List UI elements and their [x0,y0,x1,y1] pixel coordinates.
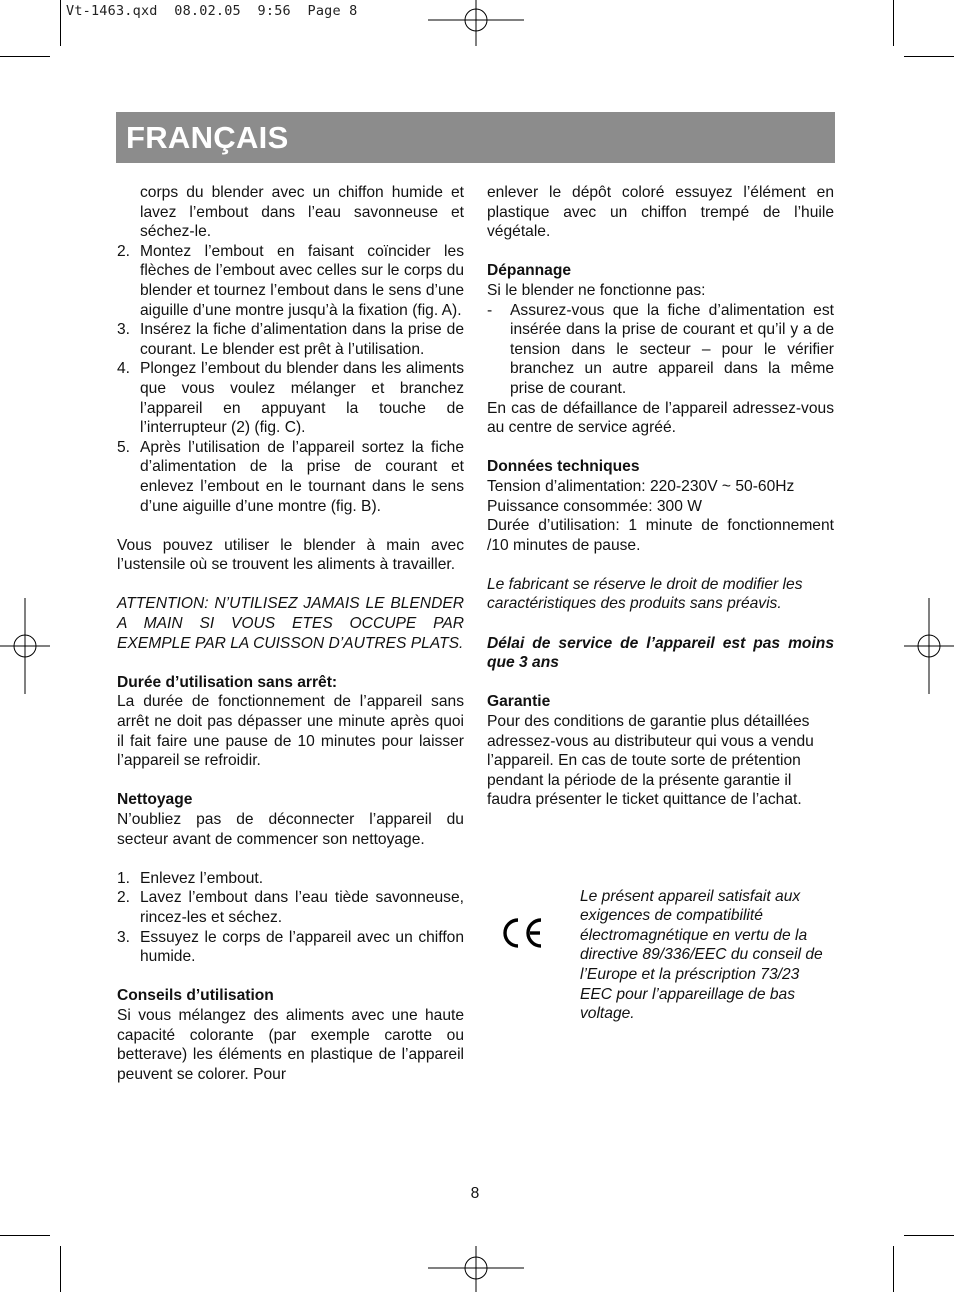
list-item-text: Après l’utilisation de l’appareil sortez la fiche d’alimentation de la prise de courant et enlevez l’embout en le tournant dans le sens d’une aiguille d’une montre (fig. B). [140,438,464,515]
registration-mark-bottom [428,1246,524,1292]
paragraph-depannage-outro: En cas de défaillance de l’appareil adressez-vous au centre de service agréé. [487,399,834,437]
list-item [117,242,464,320]
spec-power: Puissance consommée: 300 W [487,497,702,515]
list-item [117,320,464,359]
left-column [117,183,464,1084]
paragraph-garantie: Pour des conditions de garantie plus détaillées adressez-vous au distributeur qui vous a vendu l’appareil. En cas de toute sorte de prétention pendant la période de la présente garantie il faudra présenter le ticket quittance de l’achat. [487,713,814,809]
list-item-text: Enlevez l’embout. [140,869,264,887]
list-number: 3. [117,321,131,339]
file-slug: Vt-1463.qxd 08.02.05 9:56 Page 8 [66,3,358,19]
section-heading-conseils: Conseils d’utilisation [117,987,274,1005]
list-item [117,869,464,889]
right-column [487,183,834,810]
crop-mark [904,56,954,57]
list-number: 4. [117,360,131,378]
attention-warning: ATTENTION: N’UTILISEZ JAMAIS LE BLENDER A MAIN SI VOUS ETES OCCUPE PAR EXEMPLE PAR LA CUISSON D’AUTRES PLATS. [117,595,464,652]
crop-mark [893,1246,894,1292]
list-item [117,359,464,437]
list-item-text: Assurez-vous que la fiche d’alimentation est insérée dans la prise de courant et qu’il y a de tension dans le secteur – pour le vérifier branchez un autre appareil dans la même prise de courant. [510,301,834,397]
registration-mark-right [904,598,954,694]
ce-compliance-block [487,871,834,1023]
list-item [117,888,464,927]
list-item-text: Essuyez le corps de l’appareil avec un chiffon humide. [140,928,464,966]
list-item-text: Insérez la fiche d’alimentation dans la prise de courant. Le blender est prêt à l’utilisation. [140,321,464,358]
service-life-note: Délai de service de l’appareil est pas moins que 3 ans [487,634,834,672]
list-item-text: Montez l’embout en faisant coïncider les flèches de l’embout avec celles sur le corps du blender et tournez l’embout dans le sens d’une aiguille d’une montre jusqu’à la fixation (fig. A). [140,242,464,319]
section-heading-donnees: Données techniques [487,458,640,476]
section-heading-depannage: Dépannage [487,262,572,280]
list-number: 2. [117,242,131,260]
page-number: 8 [470,1185,480,1202]
list-item [117,183,464,242]
crop-mark [0,1235,50,1236]
crop-mark [60,0,61,46]
ce-compliance-text: Le présent appareil satisfait aux exigences de compatibilité électromagnétique en vertu de la directive 89/336/EEC du conseil de l’Europe et la préscription 73/23 EEC pour l’appareillage de bas voltage. [580,887,823,1023]
crop-mark [904,1235,954,1236]
list-item-text: Lavez l’embout dans l’eau tiède savonneuse, rincez-les et séchez. [140,889,464,926]
registration-mark-left [0,598,50,694]
crop-mark [893,0,894,46]
list-item [487,301,834,399]
list-item [117,438,464,516]
crop-mark [60,1246,61,1292]
spec-voltage: Tension d’alimentation: 220-230V ~ 50-60Hz [487,477,795,495]
section-heading-nettoyage: Nettoyage [117,791,193,809]
paragraph-conseils: Si vous mélangez des aliments avec une haute capacité colorante (par exemple carotte ou betterave) les éléments en plastique de l’appareil peuvent se colorer. Pour [117,1006,464,1083]
section-heading-duree: Durée d’utilisation sans arrêt: [117,673,338,691]
paragraph-conseils-cont: enlever le dépôt coloré essuyez l’élément en plastique avec un chiffon trempé de l’huile végétale. [487,184,834,241]
list-number: 2. [117,889,131,907]
paragraph-ustensile: Vous pouvez utiliser le blender à main avec l’ustensile où se trouvent les aliments à travailler. [117,536,464,574]
list-item-text: Plongez l’embout du blender dans les aliments que vous voulez mélanger et branchez l’appareil en appuyant la touche de l’interrupteur (2) (fig. C). [140,360,464,437]
paragraph-duree: La durée de fonctionnement de l’appareil sans arrêt ne doit pas dépasser une minute après quoi il fait faire une pause de 10 minutes pour laisser l’appareil se refroidir. [117,693,464,770]
paragraph-depannage-intro: Si le blender ne fonctionne pas: [487,281,706,299]
manufacturer-note: Le fabricant se réserve le droit de modifier les caractéristiques des produits sans préavis. [487,575,803,613]
list-number: 3. [117,928,131,946]
language-banner [116,112,835,163]
crop-mark [0,56,50,57]
list-number: 1. [117,869,131,887]
list-bullet: - [487,301,493,319]
section-heading-garantie: Garantie [487,693,551,711]
page-title: FRANÇAIS [126,120,289,155]
list-item-text: corps du blender avec un chiffon humide et lavez l’embout dans l’eau savonneuse et séchez-le. [140,184,464,241]
spec-duration: Durée d’utilisation: 1 minute de fonctionnement /10 minutes de pause. [487,517,834,554]
ce-mark-icon [499,916,545,950]
paragraph-nettoyage: N’oubliez pas de déconnecter l’appareil du secteur avant de commencer son nettoyage. [117,811,464,848]
list-number: 5. [117,438,131,456]
registration-mark-top [428,0,524,46]
list-item [117,928,464,967]
